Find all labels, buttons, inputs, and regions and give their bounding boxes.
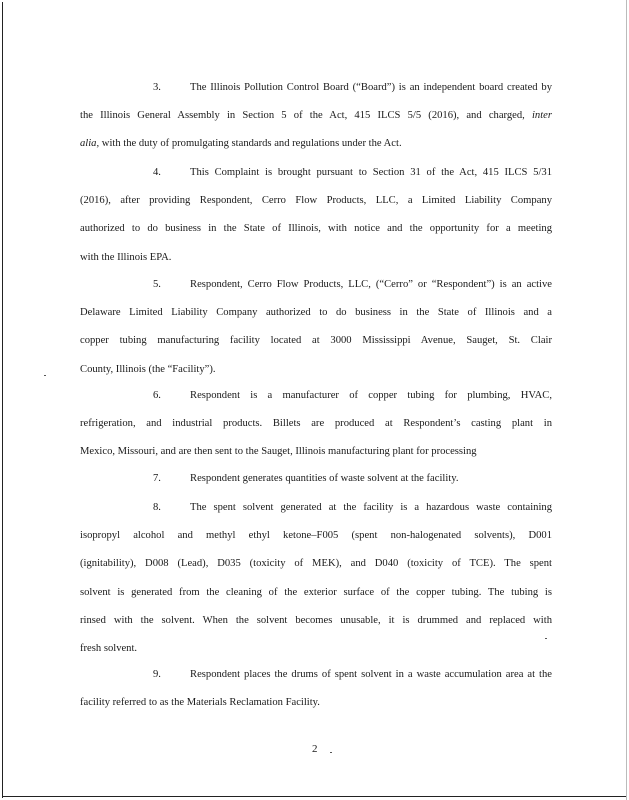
paragraph-line: fresh solvent. (80, 642, 138, 654)
paragraph-5 (80, 271, 552, 384)
paragraph-6 (80, 382, 552, 467)
paragraph-8 (80, 494, 552, 663)
paragraph-line: rinsed with the solvent. When the solvent becomes unusable, it is drummed and replaced with (80, 614, 552, 626)
paragraph-number: 8. (153, 502, 161, 513)
paragraph-number: 9. (153, 669, 161, 680)
paragraph-line: (2016), after providing Respondent, Cerro Flow Products, LLC, a Limited Liability Company (80, 195, 552, 207)
paragraph-line: (ignitability), D008 (Lead), D035 (toxicity of MEK), and D040 (toxicity of TCE). The spent (80, 558, 552, 570)
scan-border-left (2, 2, 3, 798)
scan-border-bottom (2, 796, 627, 797)
paragraph-line: 5. Respondent, Cerro Flow Products, LLC, (“Cerro” or “Respondent”) is an active (80, 271, 552, 299)
paragraph-4 (80, 159, 552, 272)
italic-term: inter (531, 110, 552, 122)
paragraph-line: copper tubing manufacturing facility located at 3000 Mississippi Avenue, Sauget, St. Clair (80, 335, 552, 347)
paragraph-line: Mexico, Missouri, and are then sent to the Sauget, Illinois manufacturing plant for processing (80, 446, 477, 458)
paragraph-number: 3. (153, 82, 161, 93)
italic-term: alia, (80, 138, 100, 150)
paragraph-3 (80, 74, 552, 159)
paragraph-line: facility referred to as the Materials Reclamation Facility. (80, 697, 320, 709)
paragraph-line: authorized to do business in the State of Illinois, with notice and the opportunity for a meeting (80, 223, 552, 235)
paragraph-line: 6. Respondent is a manufacturer of copper tubing for plumbing, HVAC, (80, 382, 552, 410)
page-number: 2 (312, 743, 318, 755)
paragraph-line: County, Illinois (the “Facility”). (80, 363, 216, 375)
paragraph-line: solvent is generated from the cleaning of the exterior surface of the copper tubing. The tubing is (80, 586, 552, 598)
scan-speck (44, 375, 46, 376)
paragraph-number: 5. (153, 279, 161, 290)
paragraph-9 (80, 661, 552, 717)
paragraph-line: 3. The Illinois Pollution Control Board (“Board”) is an independent board created by (80, 74, 552, 102)
paragraph-line: Delaware Limited Liability Company authorized to do business in the State of Illinois and a (80, 307, 552, 319)
paragraph-line: isopropyl alcohol and methyl ethyl ketone–F005 (spent non-halogenated solvents), D001 (80, 530, 552, 542)
paragraph-line: 8. The spent solvent generated at the facility is a hazardous waste containing (80, 494, 552, 522)
paragraph-line-rest: with the duty of promulgating standards and regulations under the Act. (99, 138, 402, 150)
paragraph-line: refrigeration, and industrial products. Billets are produced at Respondent’s casting plant in (80, 418, 552, 430)
scan-speck (545, 638, 547, 639)
paragraph-line (80, 130, 552, 158)
paragraph-line: 7. Respondent generates quantities of waste solvent at the facility. (80, 465, 552, 493)
paragraph-number: 6. (153, 390, 161, 401)
paragraph-number: 7. (153, 473, 161, 484)
paragraph-line: with the Illinois EPA. (80, 251, 172, 263)
paragraph-line: 9. Respondent places the drums of spent solvent in a waste accumulation area at the (80, 661, 552, 689)
paragraph-line: the Illinois General Assembly in Section 5 of the Act, 415 ILCS 5/5 (2016), and charged, inter (80, 110, 552, 122)
scan-border-right (626, 0, 627, 800)
paragraph-line: 4. This Complaint is brought pursuant to Section 31 of the Act, 415 ILCS 5/31 (80, 159, 552, 187)
paragraph-number: 4. (153, 167, 161, 178)
paragraph-7 (80, 465, 552, 493)
scan-speck (330, 752, 332, 753)
